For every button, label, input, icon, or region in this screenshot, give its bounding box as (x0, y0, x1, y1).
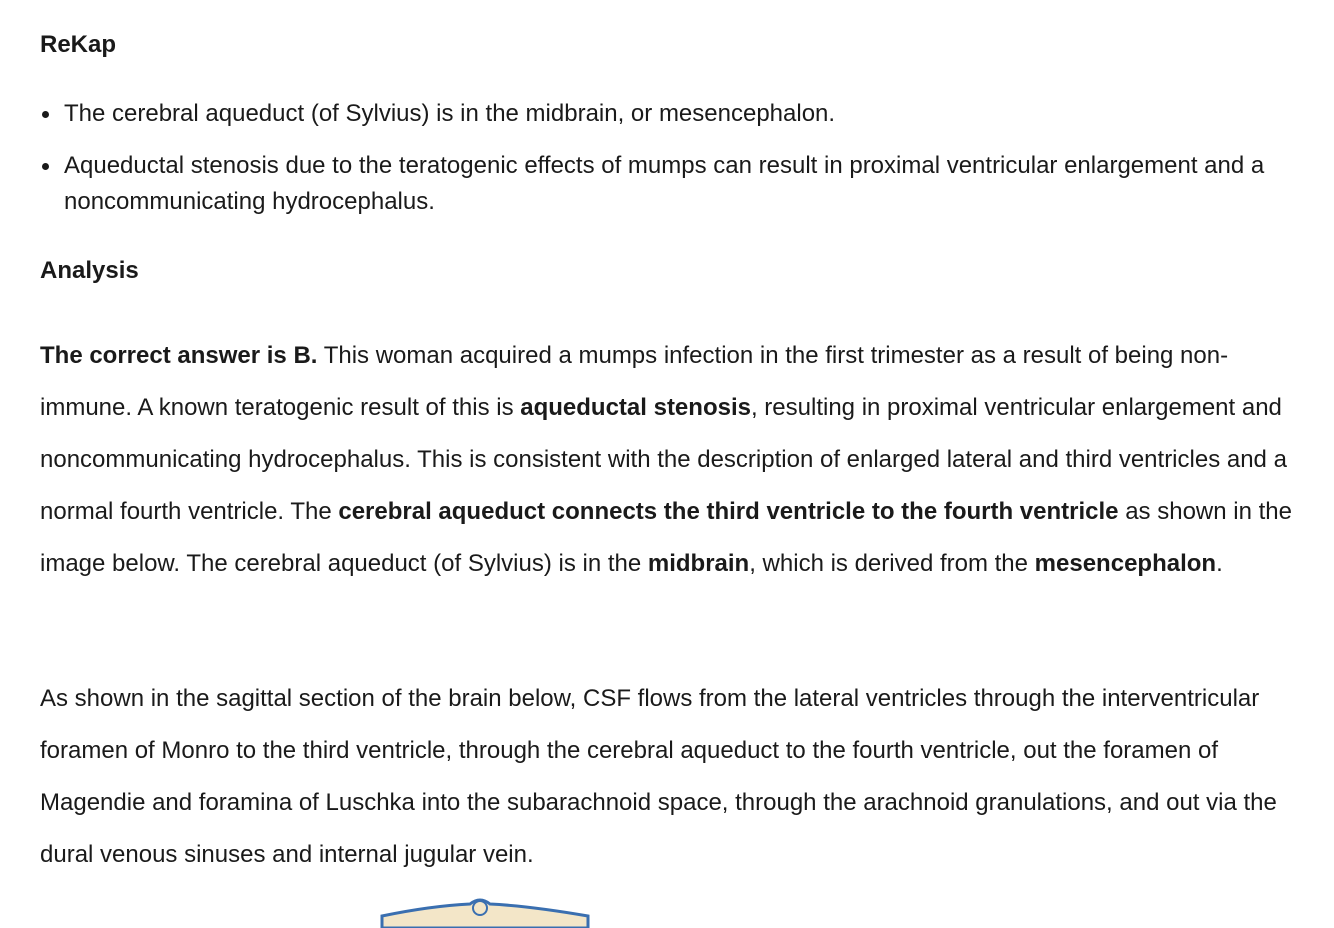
correct-answer-label: The correct answer is B. (40, 342, 318, 369)
key-term: midbrain (647, 550, 750, 577)
answer-paragraph (40, 330, 1310, 590)
rekap-bullet-text: The cerebral aqueduct (of Sylvius) is in the midbrain, or mesencephalon. (64, 100, 836, 127)
rekap-heading: ReKap (40, 31, 117, 58)
list-item (40, 96, 1310, 132)
key-term: cerebral aqueduct connects the third ventricle to the fourth ventricle (338, 498, 1119, 525)
brain-figure-top (380, 898, 590, 928)
answer-text: as shown in the image below. The cerebral aqueduct (of Sylvius) is in the (40, 498, 1292, 577)
brain-figure-node (473, 901, 487, 915)
answer-text: , resulting in proximal ventricular enlargement and noncommunicating hydrocephalus. This is consistent with the description of enlarged lateral and third ventricles and a normal fourth ventricle. The (40, 394, 1287, 525)
list-item (40, 148, 1310, 220)
analysis-heading: Analysis (40, 257, 139, 284)
bullet-dot-icon (42, 111, 49, 118)
key-term: mesencephalon (1034, 550, 1217, 577)
csf-flow-paragraph: As shown in the sagittal section of the brain below, CSF flows from the lateral ventricles through the interventricular foramen of Monro to the third ventricle, through the cerebral aqueduct to the fourth ventricle, out the foramen of Magendie and foramina of Luschka into the subarachnoid space, through the arachnoid granulations, and out via the dural venous sinuses and internal jugular vein. (40, 685, 1277, 868)
answer-text: , which is derived from the (749, 550, 1035, 577)
answer-text: . (1216, 550, 1223, 577)
rekap-list (40, 96, 1310, 236)
key-term: aqueductal stenosis (520, 394, 751, 421)
bullet-dot-icon (42, 163, 49, 170)
answer-text: This woman acquired a mumps infection in the first trimester as a result of being non-immune. A known teratogenic result of this is (40, 342, 1229, 421)
rekap-bullet-text: Aqueductal stenosis due to the teratogenic effects of mumps can result in proximal ventricular enlargement and a noncommunicating hydrocephalus. (64, 152, 1265, 215)
